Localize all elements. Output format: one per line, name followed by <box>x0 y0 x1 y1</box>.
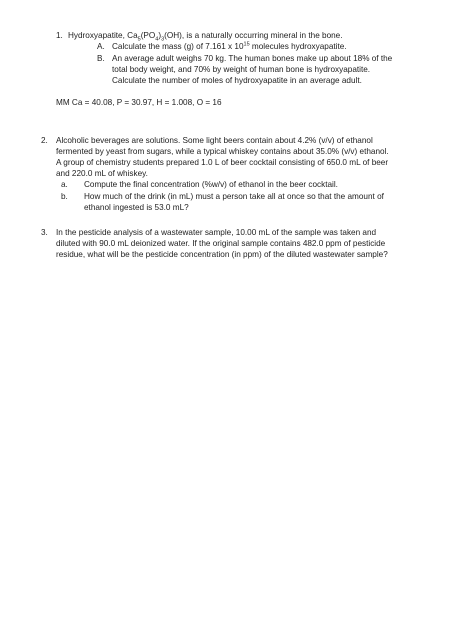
question-3-line-3: residue, what will be the pesticide concentration (in ppm) of the diluted wastewater sample? <box>56 250 388 259</box>
question-2b-line-2: ethanol ingested is 53.0 mL? <box>84 203 189 212</box>
question-2a-letter: a. <box>61 180 68 189</box>
question-2-line-3: A group of chemistry students prepared 1.0 L of beer cocktail consisting of 650.0 mL of beer <box>56 158 389 167</box>
question-1b-letter: B. <box>97 54 105 63</box>
question-1b-line-2: total body weight, and 70% by weight of human bone is hydroxyapatite. <box>112 65 371 74</box>
question-1-number: 1. <box>56 31 63 40</box>
question-3-line-2: diluted with 90.0 mL deionized water. If the original sample contains 482.0 ppm of pesticide <box>56 239 386 248</box>
question-1b-line-3: Calculate the number of moles of hydroxyapatite in an average adult. <box>112 76 362 85</box>
question-2a-text: Compute the final concentration (%w/v) of ethanol in the beer cocktail. <box>84 180 338 189</box>
question-3-number: 3. <box>41 228 48 237</box>
question-2b-letter: b. <box>61 192 68 201</box>
question-1b-line-1: An average adult weighs 70 kg. The human bones make up about 18% of the <box>112 54 393 63</box>
question-2b-line-1: How much of the drink (in mL) must a person take all at once so that the amount of <box>84 192 384 201</box>
question-3-line-1: In the pesticide analysis of a wastewater sample, 10.00 mL of the sample was taken and <box>56 228 377 237</box>
molar-mass-line: MM Ca = 40.08, P = 30.97, H = 1.008, O = 16 <box>56 98 222 107</box>
question-2-line-4: and 220.0 mL of whiskey. <box>56 169 148 178</box>
question-2-line-1: Alcoholic beverages are solutions. Some light beers contain about 4.2% (v/v) of ethanol <box>56 136 373 145</box>
question-2-line-2: fermented by yeast from sugars, while a typical whiskey contains about 35.0% (v/v) ethanol. <box>56 147 389 156</box>
question-1a-text: Calculate the mass (g) of 7.161 x $10^{15}$ molecules hydroxyapatite. <box>112 41 347 51</box>
question-2-number: 2. <box>41 136 48 145</box>
question-1-stem: Hydroxyapatite, $Ca_5(PO_4)_3(OH)$, is a naturally occurring mineral in the bone. <box>68 31 343 43</box>
question-1a-letter: A. <box>97 42 105 51</box>
